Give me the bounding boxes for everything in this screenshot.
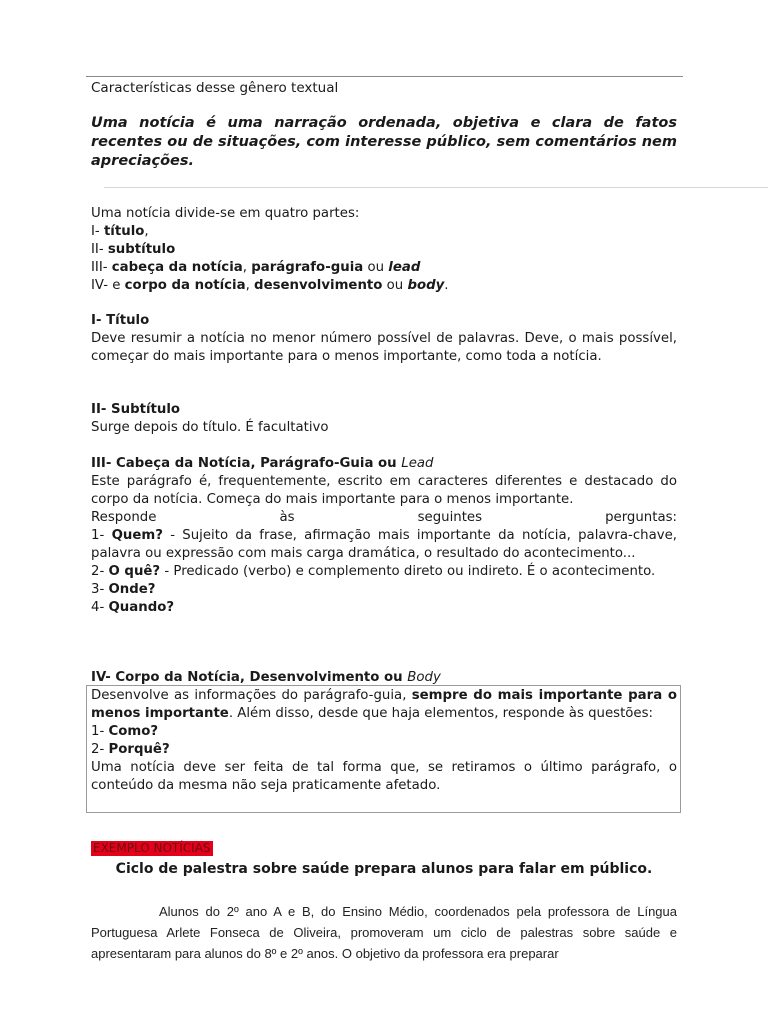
part-item-1: I- título, — [91, 224, 149, 239]
parts-lead: Uma notícia divide-se em quatro partes: — [91, 206, 360, 221]
section-heading: II- Subtítulo — [91, 402, 181, 417]
question-porque: 2- Porquê? — [91, 742, 170, 757]
parts-list — [91, 205, 677, 295]
section-lead — [91, 455, 677, 617]
news-headline: Ciclo de palestra sobre saúde prepara alunos para falar em público. — [115, 861, 653, 877]
part-item-4: IV- e corpo da notícia, desenvolvimento ou body. — [91, 278, 449, 293]
section-heading: III- Cabeça da Notícia, Parágrafo-Guia ou Lead — [91, 456, 434, 471]
intro-definition: Uma notícia é uma narração ordenada, objetiva e clara de fatos recentes ou de situações, com interesse público, sem comentários nem apreciações. — [91, 115, 677, 169]
section-body: Desenvolve as informações do parágrafo-guia, sempre do mais importante para o menos importante. Além disso, desde que haja elementos, responde às questões: — [91, 688, 677, 721]
section-title: Características desse gênero textual — [91, 80, 339, 96]
section-body: Surge depois do título. É facultativo — [91, 420, 329, 435]
part-item-2: II- subtítulo — [91, 242, 176, 257]
section-titulo — [91, 312, 677, 366]
question-o-que: 2- O quê? - Predicado (verbo) e complemento direto ou indireto. É o acontecimento. — [91, 564, 656, 579]
question-quem: 1- Quem? - Sujeito da frase, afirmação mais importante da notícia, palavra-chave, palavra ou expressão com mais carga dramática, o resultado do acontecimento... — [91, 528, 677, 561]
section-body-content — [91, 687, 677, 795]
closing-paragraph: Uma notícia deve ser feita de tal forma que, se retiramos o último parágrafo, o conteúdo da mesma não seja praticamente afetado. — [91, 760, 677, 793]
news-body — [91, 901, 677, 964]
question-quando: 4- Quando? — [91, 600, 175, 615]
section-heading: I- Título — [91, 313, 150, 328]
news-paragraph: Alunos do 2º ano A e B, do Ensino Médio, coordenados pela professora de Língua Portuguesa Arlete Fonseca de Oliveira, promoveram um ciclo de palestras sobre saúde e apresentaram para alunos do 8º e 2º anos. O objetivo da professora era preparar — [91, 904, 677, 961]
section-body-heading: IV- Corpo da Notícia, Desenvolvimento ou Body — [91, 670, 441, 685]
divider-rule — [104, 187, 768, 188]
responde-line: Responde às seguintes perguntas: — [91, 510, 677, 525]
section-body: Este parágrafo é, frequentemente, escrito em caracteres diferentes e destacado do corpo da notícia. Começa do mais importante para o menos importante. — [91, 474, 677, 507]
question-onde: 3- Onde? — [91, 582, 156, 597]
section-body: Deve resumir a notícia no menor número possível de palavras. Deve, o mais possível, começar do mais importante para o menos importante, como toda a notícia. — [91, 331, 677, 364]
example-tag: EXEMPLO NOTÍCIAS — [93, 841, 211, 855]
top-rule — [86, 76, 683, 77]
question-como: 1- Como? — [91, 724, 159, 739]
section-subtitulo — [91, 401, 677, 437]
part-item-3: III- cabeça da notícia, parágrafo-guia ou lead — [91, 260, 421, 275]
